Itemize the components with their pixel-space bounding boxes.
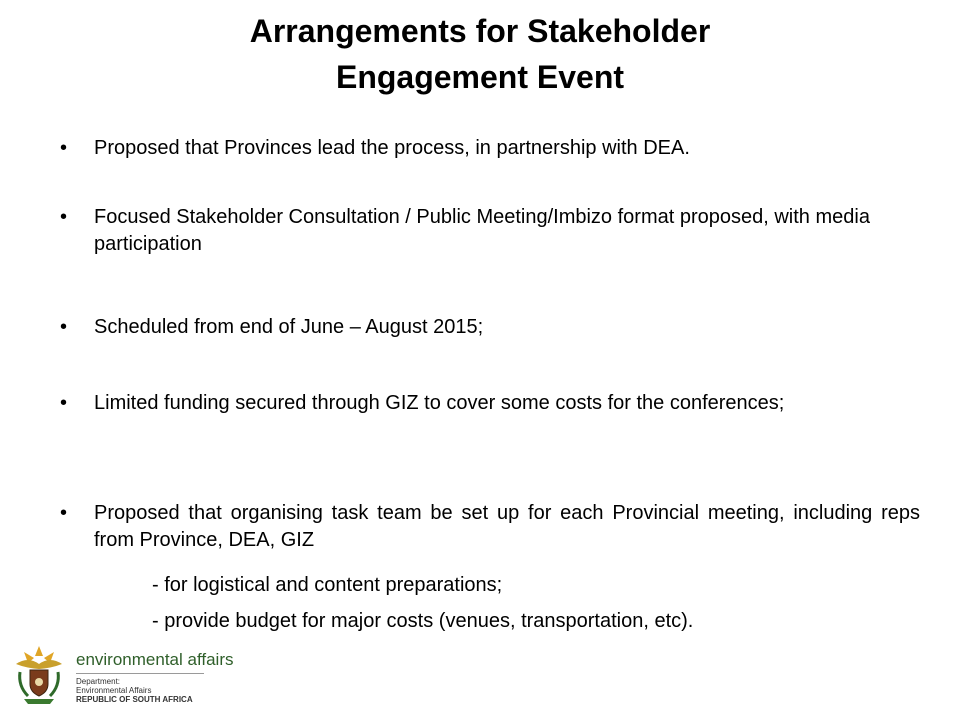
bullet-text: Scheduled from end of June – August 2015; (94, 316, 484, 338)
bullet-item (60, 390, 920, 417)
department-logo (6, 640, 234, 708)
sub-item-logistics: - for logistical and content preparations; (152, 574, 503, 596)
bullet-item (60, 135, 920, 162)
slide-title (0, 8, 960, 100)
sub-item-budget: - provide budget for major costs (venues, transportation, etc). (152, 610, 694, 632)
bullet-text: Proposed that organising task team be set up for each Provincial meeting, including reps from Province, DEA, GIZ (94, 502, 920, 551)
bullet-marker: • (60, 392, 68, 414)
logo-country: REPUBLIC OF SOUTH AFRICA (76, 695, 193, 704)
slide-title-line-1: Arrangements for Stakeholder (249, 13, 711, 49)
bullet-marker: • (60, 502, 68, 524)
bullet-item (60, 204, 920, 258)
logo-wordmark: environmental affairs (76, 650, 234, 669)
coat-of-arms-icon (10, 642, 68, 706)
bullet-item (60, 500, 920, 554)
bullet-text: Focused Stakeholder Consultation / Public Meeting/Imbizo format proposed, with media participation (94, 206, 870, 255)
logo-department-label: Department: (76, 677, 121, 686)
bullet-marker: • (60, 206, 68, 228)
slide-title-line-2: Engagement Event (335, 59, 625, 95)
bullet-item (60, 314, 920, 341)
logo-divider (76, 673, 204, 674)
bullet-text: Limited funding secured through GIZ to cover some costs for the conferences; (94, 392, 785, 414)
bullet-marker: • (60, 137, 68, 159)
logo-department-name: Environmental Affairs (76, 686, 152, 695)
bullet-marker: • (60, 316, 68, 338)
bullet-text: Proposed that Provinces lead the process, in partnership with DEA. (94, 137, 690, 159)
